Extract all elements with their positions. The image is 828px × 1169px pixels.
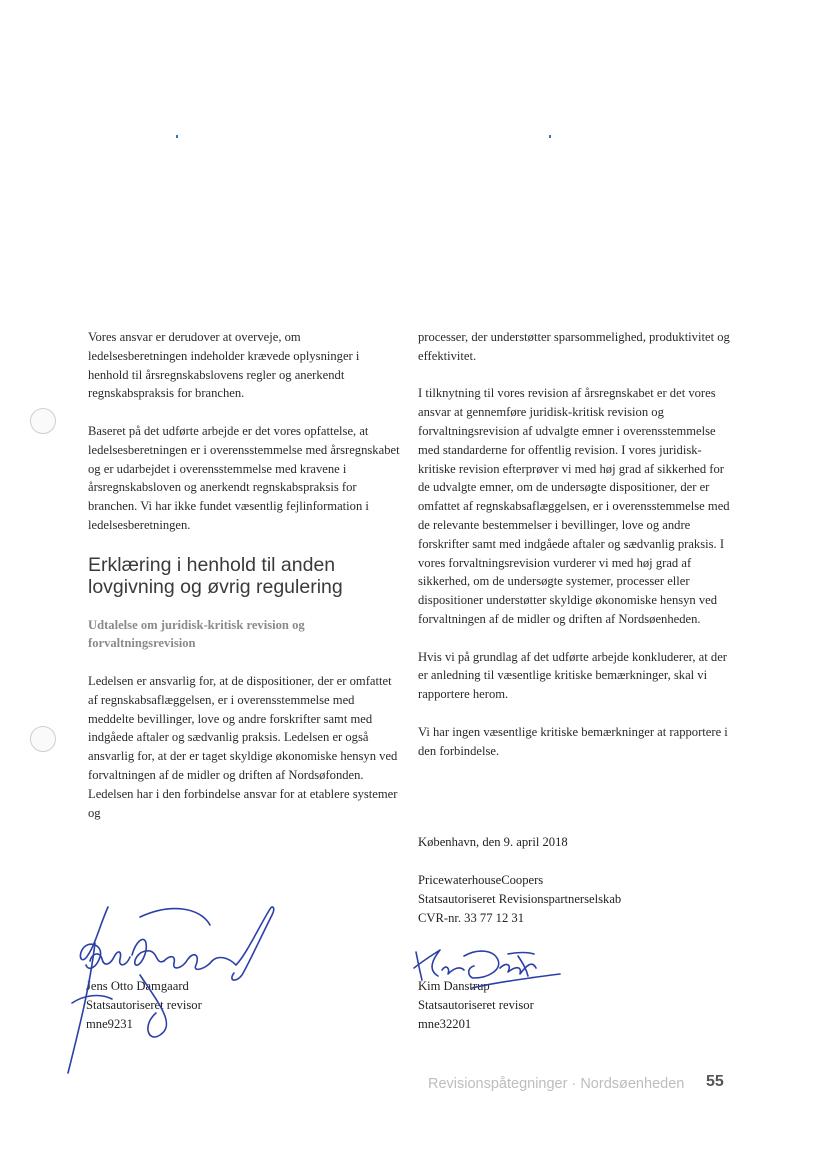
signatory-id: mne32201 [418, 1016, 472, 1031]
footer-text: Revisionspåtegninger · Nordsøenheden [428, 1076, 685, 1092]
paragraph: Ledelsen er ansvarlig for, at de dispositioner, der er omfattet af regnskabsaflæggelsen, er i overensstemmelse med meddelte bevillinger, love og andre forskrifter samt med indgåede aftaler og sædvanlig praksis. Ledelsen er også ansvarlig for, at der er taget skyldige økonomiske hensyn ved forvaltningen af de midler og driften af Nordsøfonden. Ledelsen har i den forbindelse ansvar for at etablere systemer og [88, 673, 398, 820]
signatory-title: Statsautoriseret revisor [418, 997, 534, 1012]
scan-mark [176, 135, 178, 138]
firm-type: Statsautoriseret Revisionspartnerselskab [418, 891, 622, 906]
paragraph: processer, der understøtter sparsommelighed, produktivitet og effektivitet. [418, 330, 730, 363]
signatory-name: Jens Otto Damgaard [86, 979, 189, 993]
firm-block [418, 871, 621, 927]
punch-hole [30, 726, 56, 752]
paragraph: I tilknytning til vores revision af årsregnskabet er det vores ansvar at gennemføre juridisk-kritisk revision og forvaltningsrevision af udvalgte emner i overensstemmelse med standarderne for offentlig revision. I vores juridisk-kritiske revision efterprøver vi med høj grad af sikkerhed for de udvalgte emner, om de undersøgte dispositioner, der er omfattet af regnskabsaflæggelsen, er i overensstemmelse med de relevante bestemmelser i bevillinger, love og andre forskrifter samt med indgåede aftaler og sædvanlig praksis. I vores forvaltningsrevision vurderer vi med høj grad af sikkerhed, om de undersøgte systemer, processer eller dispositioner understøtter skyldige økonomiske hensyn ved forvaltningen af de midler og driften af Nordsøenheden. [418, 386, 730, 626]
firm-cvr: CVR-nr. 33 77 12 31 [418, 910, 525, 925]
signatory-name: Kim Danstrup [418, 979, 490, 993]
signature-left [60, 895, 290, 1080]
right-column [418, 328, 733, 779]
signature-right [408, 938, 568, 998]
paragraph: Vores ansvar er derudover at overveje, om ledelsesberetningen indeholder krævede oplysninger i henhold til årsregnskabslovens regler og anerkendt regnskabspraksis for branchen. [88, 330, 360, 401]
firm-name: PricewaterhouseCoopers [418, 873, 544, 887]
page-number: 55 [706, 1073, 724, 1090]
paragraph: Vi har ingen væsentlige kritiske bemærkninger at rapportere i den forbindelse. [418, 724, 728, 758]
signatory-id: mne9231 [86, 1016, 133, 1031]
sub-heading: Udtalelse om juridisk-kritisk revision og forvaltningsrevision [88, 617, 305, 651]
punch-hole [30, 408, 56, 434]
place-date: København, den 9. april 2018 [418, 835, 568, 849]
left-column [88, 328, 400, 822]
section-heading: Erklæring i henhold til anden lovgivning og øvrig regulering [88, 553, 343, 598]
signatory-title: Statsautoriseret revisor [86, 997, 202, 1012]
scan-mark [549, 135, 551, 138]
paragraph: Hvis vi på grundlag af det udførte arbejde konkluderer, at der er anledning til væsentlige kritiske bemærkninger, skal vi rapportere herom. [418, 649, 727, 702]
paragraph: Baseret på det udførte arbejde er det vores opfattelse, at ledelsesberetningen er i overensstemmelse med årsregnskabet og er udarbejdet i overensstemmelse med kravene i årsregnskabsloven og anerkendt regnskabspraksis for branchen. Vi har ikke fundet væsentlig fejlinformation i ledelsesberetningen. [88, 423, 400, 532]
